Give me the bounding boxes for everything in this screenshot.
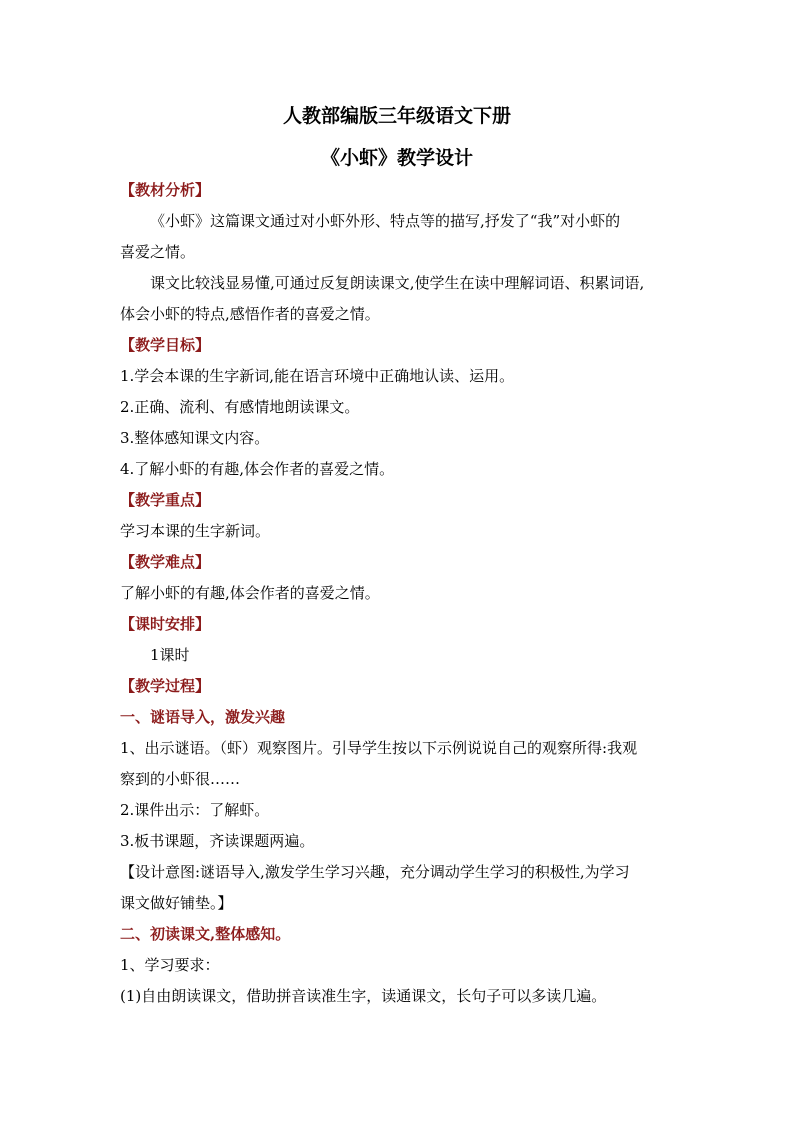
paragraph-line: 1、出示谜语。（虾）观察图片。引导学生按以下示例说说自己的观察所得:我观: [120, 739, 638, 757]
paragraph-line: 3.板书课题，齐读课题两遍。: [120, 832, 315, 850]
paragraph-line: 《小虾》这篇课文通过对小虾外形、特点等的描写,抒发了“我”对小虾的: [150, 212, 621, 230]
paragraph-line: 察到的小虾很……: [120, 770, 241, 788]
heading-textbook-analysis: 【教材分析】: [120, 181, 211, 199]
heading-difficulties: 【教学难点】: [120, 553, 211, 571]
document-subtitle: 《小虾》教学设计: [320, 147, 473, 169]
goal-item: 3.整体感知课文内容。: [120, 429, 270, 447]
paragraph-line: 2.课件出示：了解虾。: [120, 801, 270, 819]
heading-teaching-goals: 【教学目标】: [120, 336, 211, 354]
design-intent-line: 课文做好铺垫。】: [120, 894, 233, 912]
goal-item: 2.正确、流利、有感情地朗读课文。: [120, 398, 360, 416]
section-heading-1: 一、谜语导入，激发兴趣: [120, 708, 286, 726]
heading-schedule: 【课时安排】: [120, 615, 211, 633]
section-heading-2: 二、初读课文,整体感知。: [120, 925, 291, 943]
goal-item: 4.了解小虾的有趣,体会作者的喜爱之情。: [120, 460, 395, 478]
paragraph-line: 体会小虾的特点,感悟作者的喜爱之情。: [120, 305, 380, 323]
design-intent-line: 【设计意图:谜语导入,激发学生学习兴趣，充分调动学生学习的积极性,为学习: [120, 863, 630, 881]
heading-teaching-process: 【教学过程】: [120, 677, 211, 695]
paragraph-line: 课文比较浅显易懂,可通过反复朗读课文,使学生在读中理解词语、积累词语,: [150, 274, 645, 292]
document-title: 人教部编版三年级语文下册: [282, 105, 511, 127]
heading-key-points: 【教学重点】: [120, 491, 211, 509]
paragraph-line: 喜爱之情。: [120, 243, 196, 261]
paragraph-line: (1)自由朗读课文，借助拼音读准生字，读通课文，长句子可以多读几遍。: [120, 987, 607, 1005]
goal-item: 1.学会本课的生字新词,能在语言环境中正确地认读、运用。: [120, 367, 515, 385]
paragraph-line: 学习本课的生字新词。: [120, 522, 271, 540]
paragraph-line: 了解小虾的有趣,体会作者的喜爱之情。: [120, 584, 380, 602]
paragraph-line: 1、学习要求：: [120, 956, 220, 974]
paragraph-line: 1课时: [150, 646, 190, 664]
